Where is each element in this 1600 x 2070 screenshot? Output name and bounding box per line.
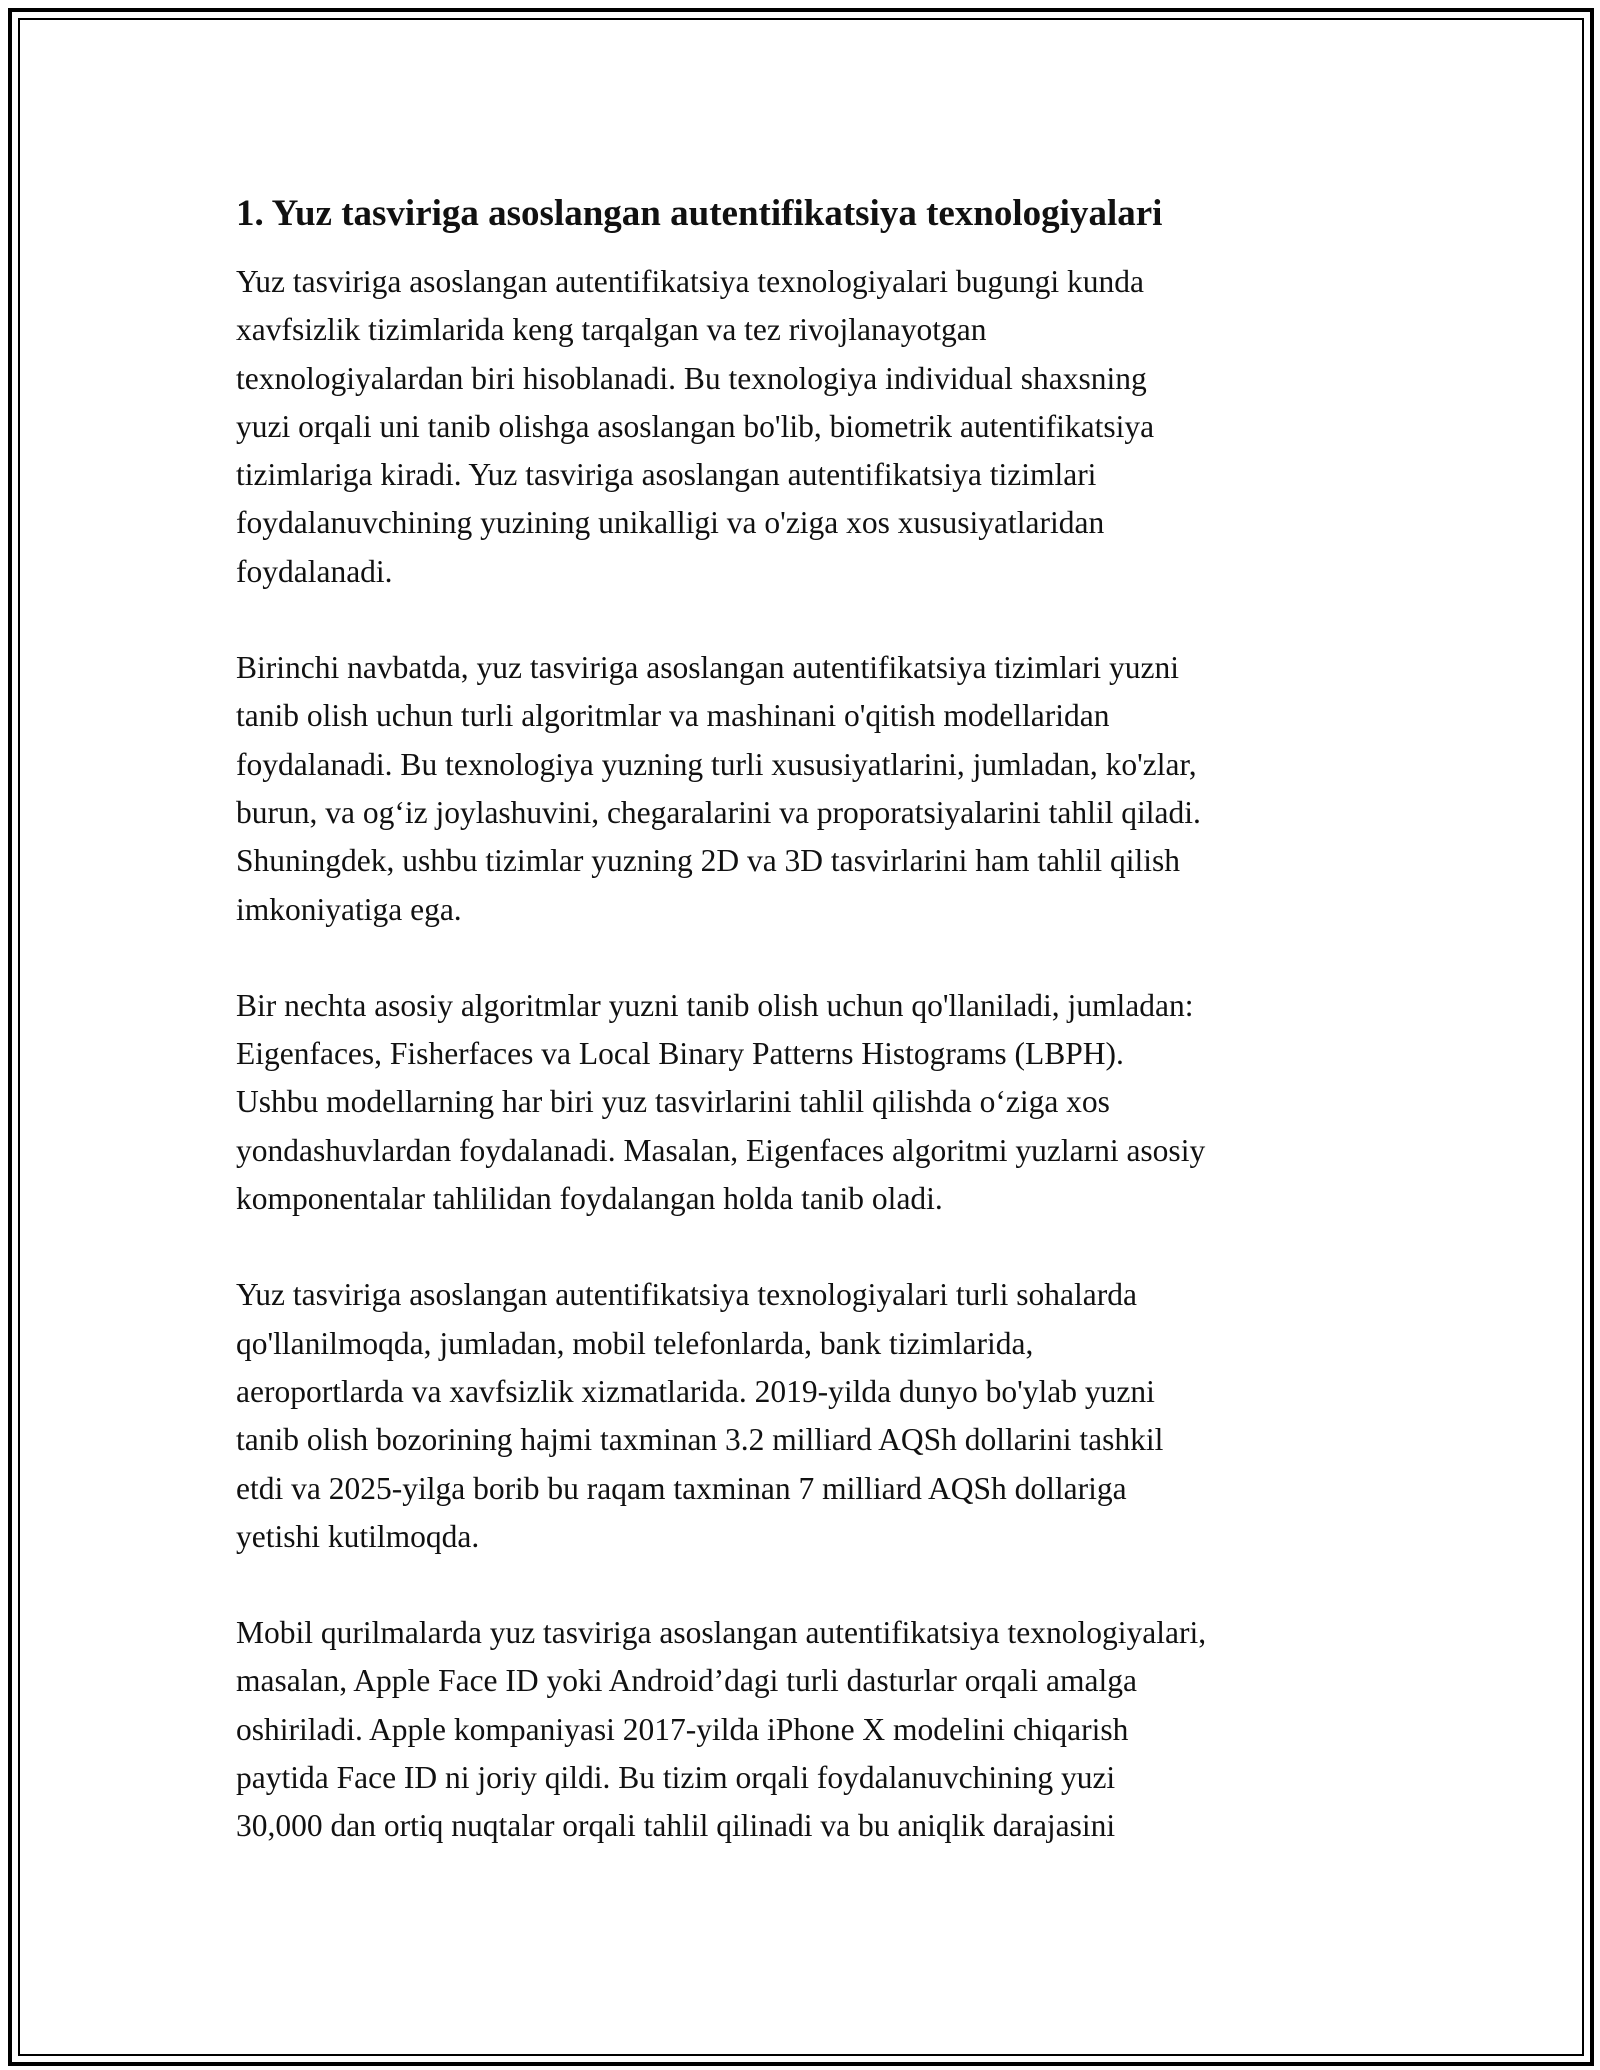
text-line: Ushbu modellarning har biri yuz tasvirlarini tahlil qilishda o‘ziga xos [236, 1084, 1110, 1120]
text-line: texnologiyalardan biri hisoblanadi. Bu texnologiya individual shaxsning [236, 360, 1147, 396]
text-line: imkoniyatiga ega. [236, 891, 462, 927]
text-line: qo'llanilmoqda, jumladan, mobil telefonlarda, bank tizimlarida, [236, 1325, 1034, 1361]
text-line: Yuz tasviriga asoslangan autentifikatsiya texnologiyalari bugungi kunda [236, 264, 1145, 299]
text-line: xavfsizlik tizimlarida keng tarqalgan va tez rivojlanayotgan [236, 312, 987, 348]
text-line: foydalanadi. Bu texnologiya yuzning turli xususiyatlarini, jumladan, ko'zlar, [236, 746, 1197, 782]
text-line: etdi va 2025-yilga borib bu raqam taxminan 7 milliard AQSh dollariga [236, 1470, 1127, 1506]
text-line: yondashuvlardan foydalanadi. Masalan, Eigenfaces algoritmi yuzlarni asosiy [236, 1132, 1206, 1168]
paragraph-market-applications [236, 1271, 1376, 1561]
text-line: Shuningdek, ushbu tizimlar yuzning 2D va 3D tasvirlarini ham tahlil qilish [236, 843, 1181, 879]
text-line: tizimlariga kiradi. Yuz tasviriga asoslangan autentifikatsiya tizimlari [236, 457, 1097, 493]
text-line: burun, va og‘iz joylashuvini, chegaralarini va proporatsiyalarini tahlil qiladi. [236, 794, 1201, 830]
text-line: Birinchi navbatda, yuz tasviriga asoslangan autentifikatsiya tizimlari yuzni [236, 650, 1179, 686]
paragraph-intro [236, 258, 1376, 596]
text-line: paytida Face ID ni joriy qildi. Bu tizim orqali foydalanuvchining yuzi [236, 1760, 1116, 1796]
text-line: Mobil qurilmalarda yuz tasviriga asoslangan autentifikatsiya texnologiyalari, [236, 1615, 1207, 1651]
document-body [236, 190, 1376, 1899]
text-line: aeroportlarda va xavfsizlik xizmatlarida. 2019-yilda dunyo bo'ylab yuzni [236, 1373, 1155, 1409]
text-line: masalan, Apple Face ID yoki Android’dagi turli dasturlar orqali amalga [236, 1663, 1137, 1699]
text-line: Yuz tasviriga asoslangan autentifikatsiya texnologiyalari turli sohalarda [236, 1277, 1137, 1313]
text-line: foydalanuvchining yuzining unikalligi va o'ziga xos xususiyatlaridan [236, 505, 1105, 541]
text-line: Bir nechta asosiy algoritmlar yuzni tanib olish uchun qo'llaniladi, jumladan: [236, 987, 1194, 1023]
text-line: yuzi orqali uni tanib olishga asoslangan bo'lib, biometrik autentifikatsiya [236, 408, 1155, 444]
text-line: 30,000 dan ortiq nuqtalar orqali tahlil qilinadi va bu aniqlik darajasini [236, 1808, 1116, 1844]
text-line: foydalanadi. [236, 553, 393, 589]
text-line: Eigenfaces, Fisherfaces va Local Binary Patterns Histograms (LBPH). [236, 1036, 1124, 1072]
text-line: tanib olish uchun turli algoritmlar va mashinani o'qitish modellaridan [236, 698, 1110, 734]
paragraph-algorithm-types [236, 982, 1376, 1223]
text-line: yetishi kutilmoqda. [236, 1518, 480, 1554]
text-line: tanib olish bozorining hajmi taxminan 3.2 milliard AQSh dollarini tashkil [236, 1422, 1164, 1458]
text-line: komponentalar tahlilidan foydalangan holda tanib oladi. [236, 1181, 943, 1217]
paragraph-mobile-devices [236, 1609, 1376, 1850]
paragraph-algorithms-overview [236, 644, 1376, 934]
section-heading: 1. Yuz tasviriga asoslangan autentifikatsiya texnologiyalari [236, 193, 1163, 234]
text-line: oshiriladi. Apple kompaniyasi 2017-yilda iPhone X modelini chiqarish [236, 1711, 1129, 1747]
